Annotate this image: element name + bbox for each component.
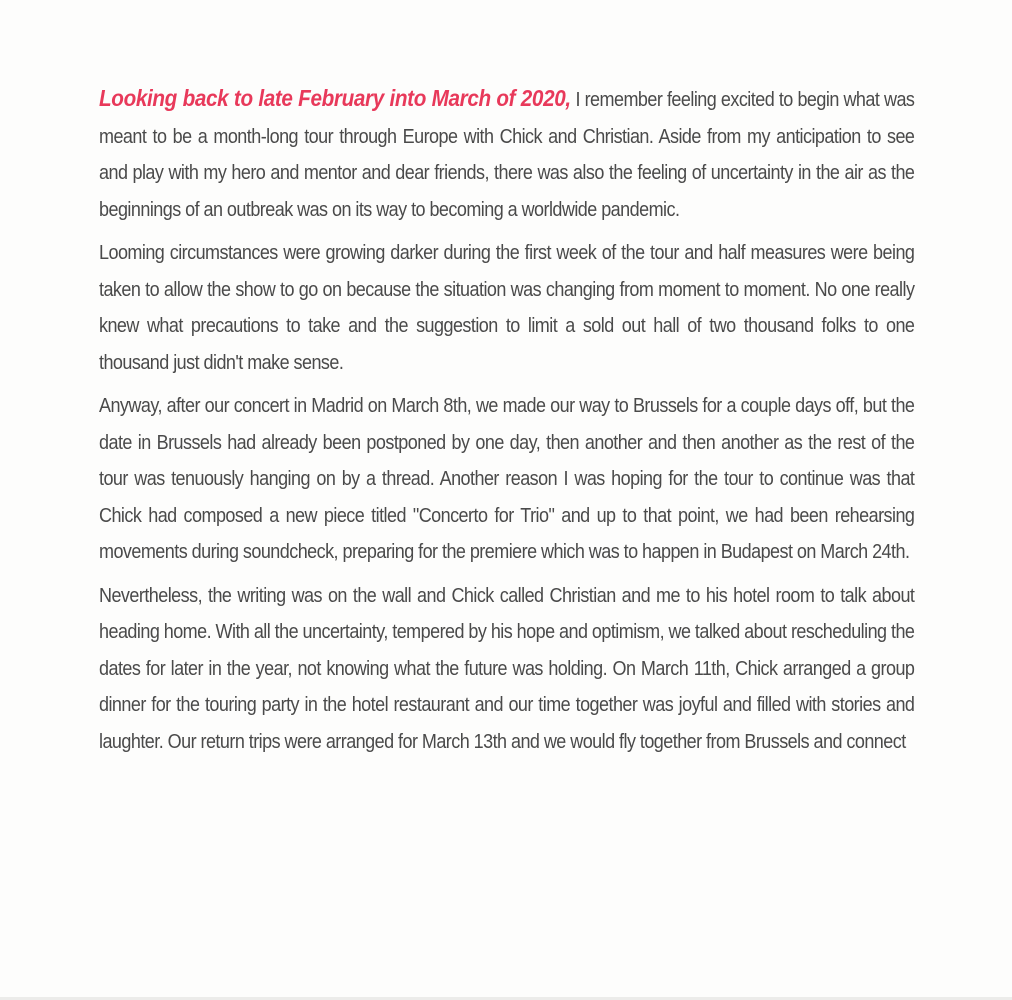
paragraph-1	[99, 80, 914, 228]
paragraph-3: Anyway, after our concert in Madrid on March 8th, we made our way to Brussels for a couple days off, but the date in Brussels had already been postponed by one day, then another and then another as the rest of the tour was tenuously hanging on by a thread. Another reason I was hoping for the tour to continue was that Chick had composed a new piece titled "Concerto for Trio" and up to that point, we had been rehearsing movements during soundcheck, preparing for the premiere which was to happen in Budapest on March 24th.	[99, 395, 915, 563]
lead-in-heading: Looking back to late February into March of 2020,	[99, 85, 571, 111]
paragraph-1-body: I remember feeling excited to begin what was meant to be a month-long tour through Europe with Chick and Christian. Aside from my anticipation to see and play with my hero and mentor and dear friends, there was also the feeling of uncertainty in the air as the beginnings of an outbreak was on its way to becoming a worldwide pandemic.	[99, 89, 915, 221]
paragraph-4: Nevertheless, the writing was on the wall and Chick called Christian and me to his hotel room to talk about heading home. With all the uncertainty, tempered by his hope and optimism, we talked about rescheduling the dates for later in the year, not knowing what the future was holding. On March 11th, Chick arranged a group dinner for the touring party in the hotel restaurant and our time together was joyful and filled with stories and laughter. Our return trips were arranged for March 13th and we would fly together from Brussels and connect	[99, 584, 915, 753]
paragraph-2: Looming circumstances were growing darker during the first week of the tour and half measures were being taken to allow the show to go on because the situation was changing from moment to moment. No one really knew what precautions to take and the suggestion to limit a sold out hall of two thousand folks to one thousand just didn't make sense.	[99, 242, 915, 374]
text-column	[99, 80, 915, 760]
